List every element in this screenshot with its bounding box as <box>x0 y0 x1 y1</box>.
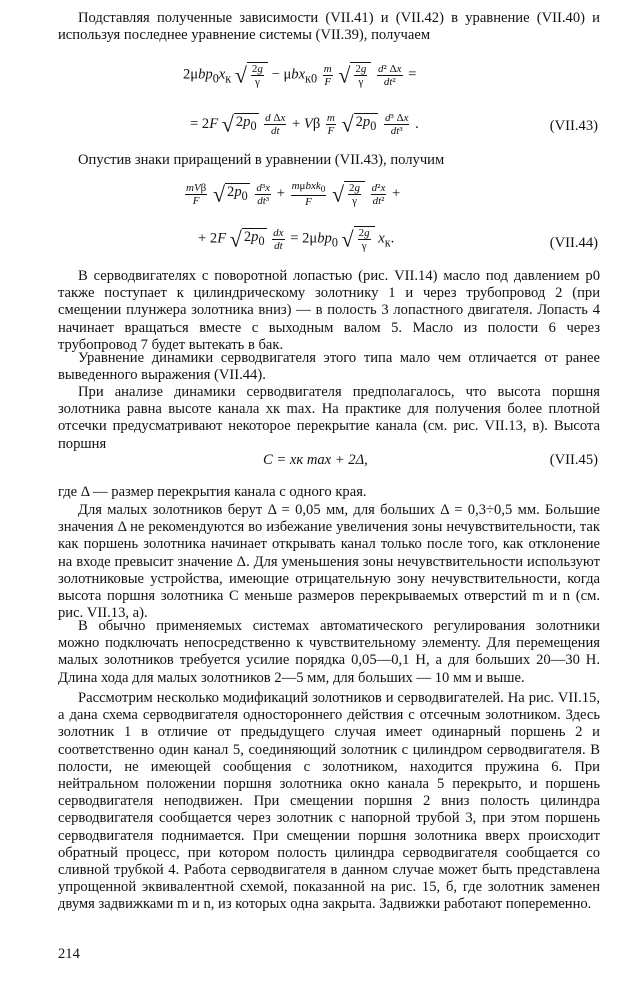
page-number: 214 <box>58 946 80 962</box>
paragraph-3: В серводвигателях с поворотной лопастью (рис. VII.14) масло под давлением p0 также поступает к цилиндрическому золотнику 1 и через трубопровод 2 (при смещении плунжера золотника вниз) — в полость 3 лопастного двигателя. Лопасть 4 начинает вращаться вместе с выходным валом 5. Масло из полости 6 через трубопровод 7 будет вытекать в бак. <box>58 268 600 353</box>
paragraph-2: Опустив знаки приращений в уравнении (VII.43), получим <box>78 152 445 168</box>
paragraph-5: При анализе динамики серводвигателя предполагалось, что высота поршня золотника равна высоте канала xк max. На практике для получения более плотной отсечки предусматривают некоторое перекрытие канала (см. рис. VII.13, в). Высота поршня <box>58 384 600 452</box>
equation-44-line1: $\frac{\text{mVβ}}{F}$ √ $2p_0$ $\frac{\text{d³x}}{\text{dt³}}$ + $\frac{m\mu bxk_0}{F}$ √ $\frac{2g}{\gamma}$ $\frac{\text{d²x}}{\text{dt²}}$ + <box>186 180 401 209</box>
paragraph-7: Для малых золотников берут Δ = 0,05 мм, для больших Δ = 0,3÷0,5 мм. Большие значения Δ не рекомендуются во избежание увеличения зоны нечувствительности, так как поршень золотника начинает открывать канал только после того, как отклонение на входе превысит значение Δ. Для уменьшения зоны нечувствительности используют золотниковые устройства, имеющие отрицательную зону нечувствительности, когда высота поршня золотника C меньше размеров перекрываемых отверстий m и n (см. рис. VII.13, а). <box>58 502 600 622</box>
equation-43-line2: = 2F √ $2p_0$ $\frac{\text{d Δx}}{dt}$ + Vβ $\frac{m}{F}$ √ $2p_0$ $\frac{\text{d³ Δx}}{\text{dt³}}$ . <box>190 111 419 137</box>
paragraph-6: где Δ — размер перекрытия канала с одного края. <box>58 484 367 500</box>
equation-43-number: (VII.43) <box>549 118 598 134</box>
equation-45-number: (VII.45) <box>549 452 598 468</box>
equation-44-line2: + 2F √ $2p_0$ $\frac{dx}{dt}$ = 2μbp$_0$ √ $\frac{2g}{\gamma}$ $x_к$. <box>198 226 395 252</box>
paragraph-9: Рассмотрим несколько модификаций золотников и серводвигателей. На рис. VII.15, а дана схема серводвигателя одностороннего действия с отсечным золотником. Здесь золотник 1 в отличие от предыдущего случая имеет одинарный поршень 2 и соответственно один канал 5, соединяющий золотник с цилиндром серводвигателя. В полости, не имеющей сообщения с золотником, находится пружина 6. При нейтральном положении поршня золотника окно канала 5 перекрыто, и поршень серводвигателя неподвижен. При смещении поршня 2 вниз полость цилиндра серводвигателя сообщается через золотник с напорной трубой 3, при этом поршень серводвигателя поднимается. При смещении поршня золотника вверх происходит обратный процесс, при котором полость цилиндра серводвигателя сообщается со сливной трубкой 4. Работа серводвигателя в данном случае может быть представлена упрощенной эквивалентной схемой, показанной на рис. 15, б, где золотник заменен двумя задвижками m и n, из которых одна закрыта. Задвижки работают попеременно. <box>58 690 600 913</box>
equation-43-line1: $2\mu bp_0x_к$ √ $\frac{2g}{\gamma}$ − μbx$_{к0}$ $\frac{m}{F}$ √ $\frac{2g}{\gamma}$ $\frac{\text{d² Δx}}{\text{dt²}}$ = <box>183 62 417 88</box>
paragraph-8: В обычно применяемых системах автоматического регулирования золотники можно подключать непосредственно к чувствительному элементу. Для перемещения малых золотников требуется усилие порядка 0,05—0,1 Н, а для больших 20—30 Н. Длина хода для малых золотников 2—5 мм, для больших — 10 мм и выше. <box>58 618 600 686</box>
paragraph-4: Уравнение динамики серводвигателя этого типа мало чем отличается от ранее выведенного выражения (VII.44). <box>58 350 600 384</box>
equation-44-number: (VII.44) <box>549 235 598 251</box>
equation-45: C = xк max + 2Δ, <box>263 452 368 468</box>
paragraph-1: Подставляя полученные зависимости (VII.41) и (VII.42) в уравнение (VII.40) и используя последнее уравнение системы (VII.39), получаем <box>58 10 600 44</box>
